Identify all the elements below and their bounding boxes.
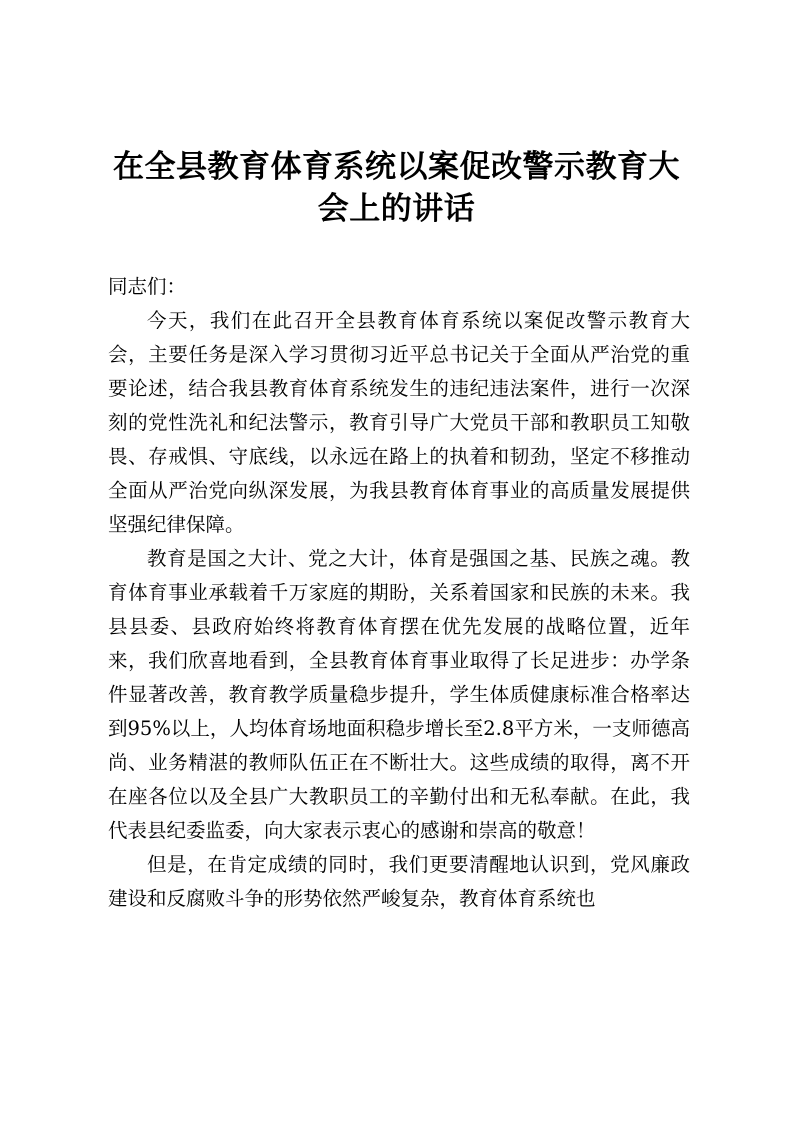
document-title: 在全县教育体育系统以案促改警示教育大会上的讲话 (113, 149, 680, 227)
greeting: 同志们： (108, 275, 187, 298)
paragraph-2: 教育是国之大计、党之大计，体育是强国之基、民族之魂。教育体育事业承载着千万家庭的期盼，关系着国家和民族的未来。我县县委、县政府始终将教育体育摆在优先发展的战略位置，近年来，我们欣喜地看到，全县教育体育事业取得了长足进步：办学条件显著改善，教育教学质量稳步提升，学生体质健康标准合格率达到95%以上，人均体育场地面积稳步增长至2.8平方米，一支师德高尚、业务精湛的教师队伍正在不断壮大。这些成绩的取得，离不开在座各位以及全县广大教职员工的辛勤付出和无私奉献。在此，我代表县纪委监委，向大家表示衷心的感谢和崇高的敬意！ (108, 547, 690, 842)
paragraph-3: 但是，在肯定成绩的同时，我们更要清醒地认识到，党风廉政建设和反腐败斗争的形势依然严峻复杂，教育体育系统也 (108, 853, 690, 910)
paragraph-1: 今天，我们在此召开全县教育体育系统以案促改警示教育大会，主要任务是深入学习贯彻习近平总书记关于全面从严治党的重要论述，结合我县教育体育系统发生的违纪违法案件，进行一次深刻的党性洗礼和纪法警示，教育引导广大党员干部和教职员工知敬畏、存戒惧、守底线，以永远在路上的执着和韧劲，坚定不移推动全面从严治党向纵深发展，为我县教育体育事业的高质量发展提供坚强纪律保障。 (108, 309, 690, 536)
document-body (108, 270, 690, 916)
